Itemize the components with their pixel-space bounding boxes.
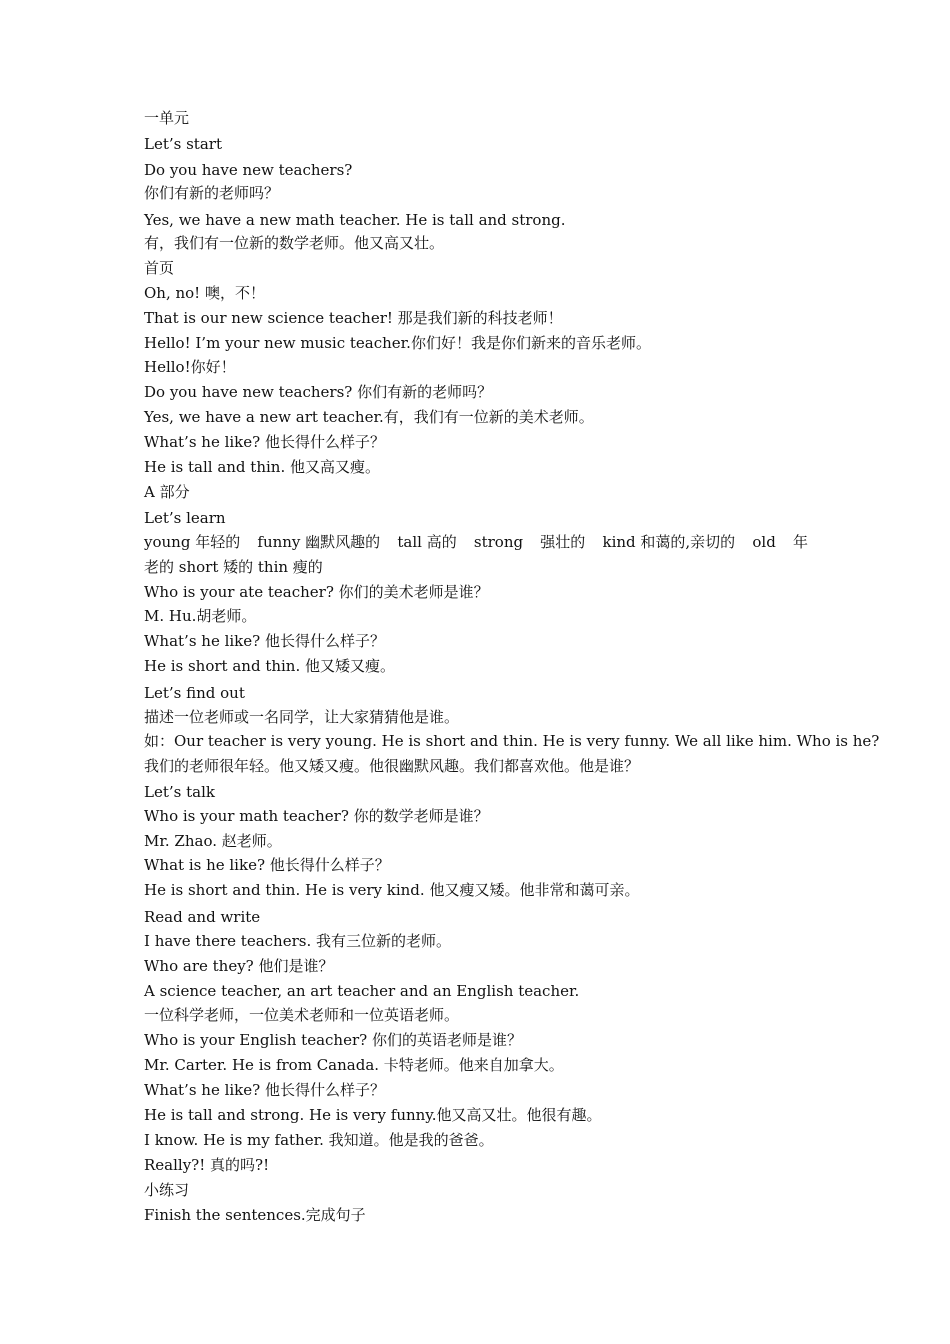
text-line: He is short and thin. 他又矮又瘦。 <box>144 657 396 675</box>
text-line: Who is your English teacher? 你们的英语老师是谁？ <box>144 1031 522 1049</box>
text-line: He is tall and strong. He is very funny.他又高又壮。他很有趣。 <box>144 1106 602 1124</box>
vocabulary-row-continued: 老的 short 矮的 thin 瘦的 <box>144 558 323 576</box>
vocab-word: tall 高的 <box>397 533 457 551</box>
text-line: 有，我们有一位新的数学老师。他又高又壮。 <box>144 234 445 252</box>
text-line: A science teacher, an art teacher and an English teacher. <box>144 982 580 1000</box>
text-line: 一位科学老师，一位美术老师和一位英语老师。 <box>144 1006 460 1024</box>
section-heading-practice: 小练习 <box>144 1181 190 1199</box>
dialogue-line: Yes, we have a new art teacher.有，我们有一位新的美术老师。 <box>144 408 594 426</box>
text-line: Really?! 真的吗?! <box>144 1156 270 1174</box>
text-line: Who is your math teacher? 你的数学老师是谁？ <box>144 807 489 825</box>
text-line: He is short and thin. He is very kind. 他又瘦又矮。他非常和蔼可亲。 <box>144 881 640 899</box>
home-label: 首页 <box>144 259 175 277</box>
text-line: Who are they? 他们是谁？ <box>144 957 334 975</box>
text-line: Who is your ate teacher? 你们的美术老师是谁？ <box>144 583 489 601</box>
text-line: What’s he like? 他长得什么样子？ <box>144 1081 385 1099</box>
text-line: 如：Our teacher is very young. He is short and thin. He is very funny. We all like him. Who is he? <box>144 732 880 750</box>
text-line: M. Hu.胡老师。 <box>144 607 257 625</box>
text-line: 你们有新的老师吗？ <box>144 184 280 202</box>
dialogue-line: He is tall and thin. 他又高又瘦。 <box>144 458 380 476</box>
text-line: I have there teachers. 我有三位新的老师。 <box>144 932 451 950</box>
section-heading-lets-start: Let’s start <box>144 135 222 153</box>
text-line: I know. He is my father. 我知道。他是我的爸爸。 <box>144 1131 494 1149</box>
vocab-word: strong <box>473 533 524 551</box>
text-line: Do you have new teachers? <box>144 161 353 179</box>
vocabulary-row <box>144 532 808 552</box>
text-line: Mr. Carter. He is from Canada. 卡特老师。他来自加拿大。 <box>144 1056 564 1074</box>
text-line: 我们的老师很年轻。他又矮又瘦。他很幽默风趣。我们都喜欢他。他是谁？ <box>144 757 640 775</box>
section-heading-part-a: A 部分 <box>144 483 190 501</box>
dialogue-line: What’s he like? 他长得什么样子？ <box>144 433 385 451</box>
section-heading-lets-find-out: Let’s find out <box>144 684 245 702</box>
section-heading-lets-talk: Let’s talk <box>144 783 215 801</box>
vocab-word: young 年轻的 <box>144 533 241 551</box>
vocab-word: funny 幽默风趣的 <box>257 533 381 551</box>
dialogue-line: That is our new science teacher! 那是我们新的科技老师！ <box>144 309 563 327</box>
vocab-word: 年 <box>792 533 808 551</box>
dialogue-line: Hello!你好！ <box>144 358 236 376</box>
section-heading-lets-learn: Let’s learn <box>144 509 226 527</box>
vocab-word: kind 和蔼的,亲切的 <box>602 533 736 551</box>
text-line: 描述一位老师或一名同学，让大家猜猜他是谁。 <box>144 708 460 726</box>
text-line: Mr. Zhao. 赵老师。 <box>144 832 282 850</box>
text-line: Finish the sentences.完成句子 <box>144 1206 366 1224</box>
text-line: What is he like? 他长得什么样子？ <box>144 856 390 874</box>
dialogue-line: Hello! I’m your new music teacher.你们好！我是你们新来的音乐老师。 <box>144 334 651 352</box>
vocab-word: 强壮的 <box>540 533 586 551</box>
dialogue-line: Do you have new teachers? 你们有新的老师吗？ <box>144 383 493 401</box>
text-line: What’s he like? 他长得什么样子？ <box>144 632 385 650</box>
text-line: Yes, we have a new math teacher. He is tall and strong. <box>144 211 566 229</box>
dialogue-line: Oh, no! 噢，不！ <box>144 284 265 302</box>
vocab-word: old <box>752 533 776 551</box>
unit-title: 一单元 <box>144 109 190 127</box>
section-heading-read-and-write: Read and write <box>144 908 261 926</box>
